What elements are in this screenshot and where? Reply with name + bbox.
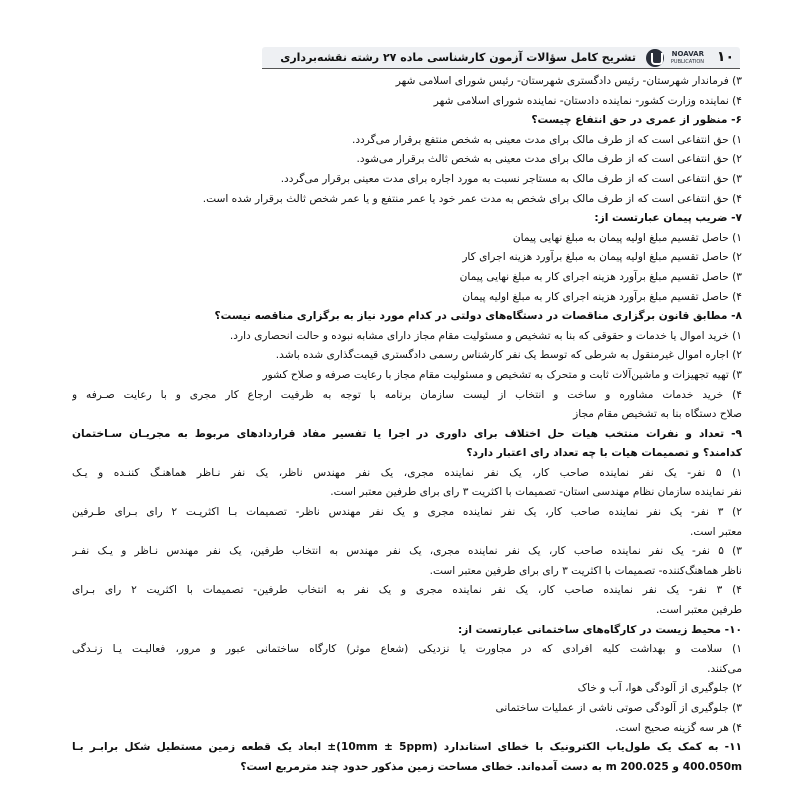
text-line: ۳) جلوگیری از آلودگی صوتی ناشی از عملیات ساختمانی [495, 702, 742, 714]
logo-sub: PUBLICATION [670, 59, 704, 65]
text-line: نفر نماینده سازمان نظام مهندسی استان- تصمیمات با اکثریت ۳ رای برای طرفین معتبر است. [330, 486, 742, 499]
text-line: صلاح دستگاه بنا به تشخیص مقام مجاز [573, 408, 742, 421]
logo-name: NOAVAR [671, 50, 704, 58]
page-body [72, 72, 742, 777]
text-line: می‌کنند. [707, 662, 742, 675]
text-line: ۱) سلامت و بهداشت کلیه افرادی که در مجاورت یا نزدیکی (شعاع موثر) کارگاه ساختمانی عبور و مرور، فعالیـت یـا زنـدگی [72, 643, 742, 656]
text-line: ۴) نماینده وزارت کشور- نماینده دادستان- نماینده شورای اسلامی شهر [433, 94, 742, 107]
page-header [262, 47, 740, 69]
text-line: ۴) حق انتفاعی است که از طرف مالک برای شخص به مدت عمر خود یا عمر منتفع و یا عمر شخص ثالث برقرار شده است. [202, 192, 742, 205]
publisher-logo [644, 49, 704, 67]
text-line: ۴) هر سه گزینه صحیح است. [615, 721, 742, 734]
text-line: ناظر هماهنگ‌کننده- تصمیمات با اکثریت ۳ رای برای طرفین معتبر است. [429, 564, 742, 577]
text-line: ۴) خرید خدمات مشاوره و ساخت و انتخاب از لیست سازمان برنامه با توجه به ظرفیت ارجاع کار مجری و با رعایت صـرفه و [72, 388, 742, 401]
text-line: ۱) حق انتفاعی است که از طرف مالک برای مدت معینی به شخص منتفع برقرار می‌گردد. [351, 133, 742, 146]
question-text-line: ۱۱- به کمک یک طول‌یاب الکترونیک با خطای استاندارد (10mm ± 5ppm)± ابعاد یک قطعه زمین مستطیل شکل برابـر بـا [72, 741, 742, 754]
page-number: ۱۰ [716, 49, 734, 65]
question-text-line: ۶- منظور از عمری در حق انتفاع چیست؟ [531, 114, 742, 127]
text-line: طرفین معتبر است. [656, 604, 742, 617]
text-line: ۲) حق انتفاعی است که از طرف مالک برای مدت معینی به شخص ثالث برقرار می‌شود. [356, 153, 742, 166]
text-line: ۳) حق انتفاعی است که از طرف مالک به مستاجر نسبت به مورد اجاره برای مدت معینی برقرار می‌گردد. [280, 172, 742, 185]
text-line: ۱) خرید اموال یا خدمات و حقوقی که بنا به تشخیص و مسئولیت مقام مجاز دارای مشابه نبوده و حالت انحصاری دارد. [229, 329, 742, 342]
question-text-line: کدامند؟ و تصمیمات هیات با چه تعداد رای اعتبار دارد؟ [466, 447, 742, 460]
text-line: ۴) حاصل تقسیم مبلغ برآورد هزینه اجرای کار به مبلغ اولیه پیمان [462, 290, 742, 303]
text-line: ۱) حاصل تقسیم مبلغ اولیه پیمان به مبلغ نهایی پیمان [512, 231, 742, 244]
text-line: معتبر است. [690, 525, 742, 538]
question-text-line: ۷- ضریب پیمان عبارتست از: [594, 212, 742, 225]
text-line: ۳) حاصل تقسیم مبلغ برآورد هزینه اجرای کار به مبلغ نهایی پیمان [459, 270, 742, 283]
text-line: ۱) ۵ نفر- یک نفر نماینده صاحب کار، یک نفر نماینده مجری، یک نفر مهندس ناظر، یک نفر نـاظر هماهنـگ کننـده و یـک [72, 466, 742, 479]
text-line: ۲) اجاره اموال غیرمنقول به شرطی که توسط یک نفر کارشناس رسمی دادگستری قیمت‌گذاری شده باشد. [275, 349, 742, 362]
text-line: ۳) فرماندار شهرستان- رئیس دادگستری شهرستان- رئیس شورای اسلامی شهر [395, 75, 742, 87]
text-line: ۳) تهیه تجهیزات و ماشین‌آلات ثابت و متحرک به تشخیص و مسئولیت مقام مجاز با رعایت صرفه و صلاح کشور [262, 368, 742, 381]
question-text-line: ۸- مطابق قانون برگزاری مناقصات در دستگاه‌های دولتی در کدام مورد نیاز به برگزاری مناقصه نیست؟ [214, 310, 742, 323]
question-text-line: ۹- تعداد و نفرات منتخب هیات حل اختلاف برای داوری در اجرا یا تفسیر مفاد قراردادهای مربوط به مجریـان سـاختمان [72, 427, 742, 440]
logo-icon [646, 49, 664, 67]
question-text-line: 400.050m و 200.025 m به دست آمده‌اند. خطای مساحت زمین مذکور حدود چند مترمربع است؟ [240, 760, 742, 773]
question-text-line: ۱۰- محیط زیست در کارگاه‌های ساختمانی عبارتست از: [458, 623, 742, 636]
header-divider [262, 68, 740, 69]
text-line: ۴) ۳ نفر- یک نفر نماینده صاحب کار، یک نفر نماینده مجری و یک نفر به انتخاب طرفین- تصمیمات با اکثریت ۲ رای بـرای [72, 584, 742, 597]
running-title: تشریح کامل سؤالات آزمون کارشناسی ماده ۲۷ رشته نقشه‌برداری [280, 51, 636, 64]
text-line: ۲) حاصل تقسیم مبلغ اولیه پیمان به مبلغ برآورد هزینه اجرای کار [462, 251, 742, 264]
text-line: ۲) جلوگیری از آلودگی هوا، آب و خاک [577, 682, 742, 695]
text-line: ۳) ۵ نفر- یک نفر نماینده صاحب کار، یک نفر نماینده مجری، یک نفر مهندس به انتخاب طرفین، یک نفر مهندس نـاظر و یـک نفـر [72, 545, 742, 558]
text-line: ۲) ۳ نفر- یک نفر نماینده صاحب کار، یک نفر نماینده مجری و یک نفر مهندس ناظر- تصمیمات بـا اکثریـت ۲ رای بـرای طـرفین [72, 506, 742, 519]
